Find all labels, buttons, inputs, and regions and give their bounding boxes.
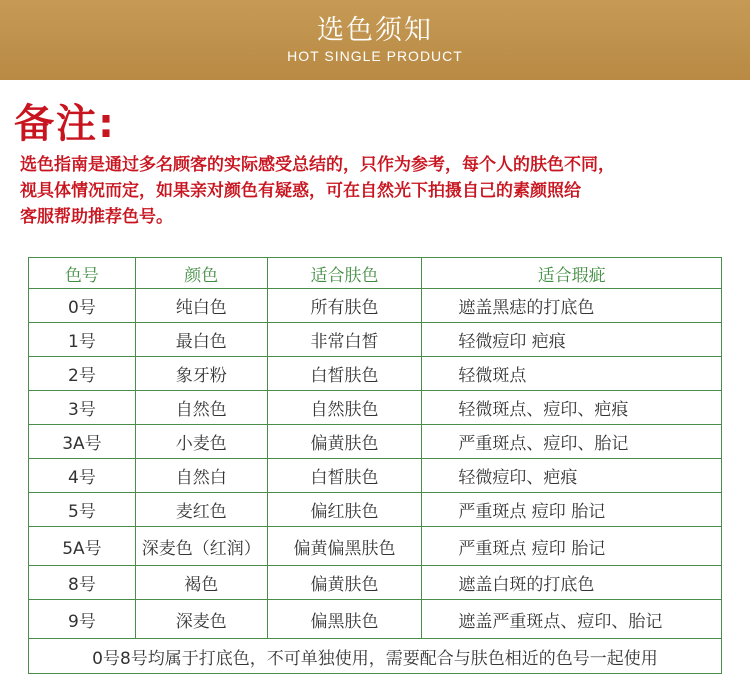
- cell-skin: 偏红肤色: [267, 493, 422, 527]
- cell-shade: 9号: [29, 600, 136, 639]
- table-row: [29, 289, 722, 323]
- note-line: 视具体情况而定，如果亲对颜色有疑惑，可在自然光下拍摄自己的素颜照给: [20, 181, 581, 201]
- cell-color: 深麦色: [135, 600, 267, 639]
- cell-shade: 5号: [29, 493, 136, 527]
- cell-blemish: 遮盖黑痣的打底色: [422, 289, 722, 323]
- cell-blemish: 遮盖白斑的打底色: [422, 566, 722, 600]
- cell-blemish: 轻微斑点: [422, 357, 722, 391]
- table-row: [29, 391, 722, 425]
- note-line: 选色指南是通过多名顾客的实际感受总结的，只作为参考，每个人的肤色不同，: [20, 155, 615, 175]
- cell-color: 褐色: [135, 566, 267, 600]
- cell-color: 象牙粉: [135, 357, 267, 391]
- cell-skin: 偏黄肤色: [267, 566, 422, 600]
- cell-shade: 5A号: [29, 527, 136, 566]
- cell-blemish: 轻微斑点、痘印、疤痕: [422, 391, 722, 425]
- cell-color: 纯白色: [135, 289, 267, 323]
- cell-skin: 偏黄偏黑肤色: [267, 527, 422, 566]
- table-row: [29, 323, 722, 357]
- cell-blemish: 严重斑点 痘印 胎记: [422, 527, 722, 566]
- cell-shade: 1号: [29, 323, 136, 357]
- cell-color: 深麦色（红润）: [135, 527, 267, 566]
- cell-shade: 0号: [29, 289, 136, 323]
- cell-skin: 偏黑肤色: [267, 600, 422, 639]
- cell-skin: 偏黄肤色: [267, 425, 422, 459]
- cell-color: 麦红色: [135, 493, 267, 527]
- table-row: [29, 425, 722, 459]
- table-row: [29, 566, 722, 600]
- cell-blemish: 严重斑点 痘印 胎记: [422, 493, 722, 527]
- note-line: 客服帮助推荐色号。: [20, 207, 173, 227]
- cell-shade: 4号: [29, 459, 136, 493]
- table-row: [29, 600, 722, 639]
- cell-blemish: 严重斑点、痘印、胎记: [422, 425, 722, 459]
- cell-shade: 3号: [29, 391, 136, 425]
- note-heading: 备注:: [14, 101, 116, 147]
- cell-shade: 8号: [29, 566, 136, 600]
- cell-shade: 2号: [29, 357, 136, 391]
- cell-skin: 非常白皙: [267, 323, 422, 357]
- table-row: [29, 459, 722, 493]
- table-row: [29, 357, 722, 391]
- cell-blemish: 轻微痘印 疤痕: [422, 323, 722, 357]
- header-shade-number: 色号: [29, 258, 136, 289]
- table-footnote: 0号8号均属于打底色，不可单独使用，需要配合与肤色相近的色号一起使用: [29, 639, 722, 674]
- table-footnote-row: [29, 639, 722, 674]
- cell-blemish: 轻微痘印、疤痕: [422, 459, 722, 493]
- cell-color: 自然白: [135, 459, 267, 493]
- cell-color: 小麦色: [135, 425, 267, 459]
- table-header-row: [29, 258, 722, 289]
- header-color: 颜色: [135, 258, 267, 289]
- cell-skin: 自然肤色: [267, 391, 422, 425]
- cell-color: 自然色: [135, 391, 267, 425]
- cell-skin: 白皙肤色: [267, 357, 422, 391]
- cell-color: 最白色: [135, 323, 267, 357]
- table-row: [29, 493, 722, 527]
- note-text: [20, 152, 732, 230]
- cell-shade: 3A号: [29, 425, 136, 459]
- cell-skin: 白皙肤色: [267, 459, 422, 493]
- cell-skin: 所有肤色: [267, 289, 422, 323]
- shade-guide-table: [28, 257, 722, 674]
- header-banner: [0, 0, 750, 80]
- table-row: [29, 527, 722, 566]
- banner-title: 选色须知: [317, 15, 433, 46]
- banner-subtitle: HOT SINGLE PRODUCT: [287, 48, 463, 64]
- header-blemish: 适合瑕疵: [422, 258, 722, 289]
- cell-blemish: 遮盖严重斑点、痘印、胎记: [422, 600, 722, 639]
- header-skin-tone: 适合肤色: [267, 258, 422, 289]
